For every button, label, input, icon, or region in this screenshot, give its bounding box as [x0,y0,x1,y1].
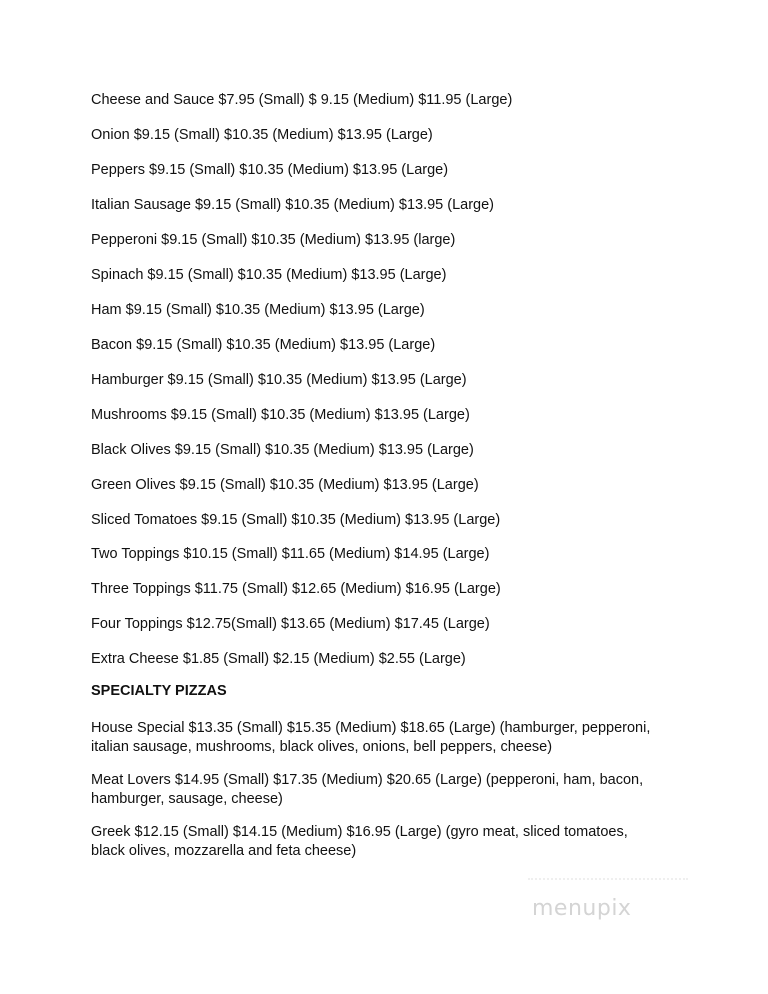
menu-item-spinach: Spinach $9.15 (Small) $10.35 (Medium) $13.95 (Large) [91,267,447,283]
menu-item-onion: Onion $9.15 (Small) $10.35 (Medium) $13.95 (Large) [91,127,433,143]
menu-item-two-toppings: Two Toppings $10.15 (Small) $11.65 (Medium) $14.95 (Large) [91,546,490,562]
menu-item-pepperoni: Pepperoni $9.15 (Small) $10.35 (Medium) $13.95 (large) [91,232,456,248]
specialty-item-meat-lovers [91,771,711,809]
specialty-item-line: House Special $13.35 (Small) $15.35 (Medium) $18.65 (Large) (hamburger, pepperoni, [91,720,651,736]
specialty-item-line: hamburger, sausage, cheese) [91,791,283,807]
menu-item-sliced-tomatoes: Sliced Tomatoes $9.15 (Small) $10.35 (Medium) $13.95 (Large) [91,512,501,528]
specialty-item-greek [91,823,711,861]
menu-item-three-toppings: Three Toppings $11.75 (Small) $12.65 (Medium) $16.95 (Large) [91,581,501,597]
specialty-item-line: black olives, mozzarella and feta cheese) [91,843,357,859]
menu-item-italian-sausage: Italian Sausage $9.15 (Small) $10.35 (Medium) $13.95 (Large) [91,197,495,213]
menu-item-mushrooms: Mushrooms $9.15 (Small) $10.35 (Medium) $13.95 (Large) [91,407,470,423]
menu-item-ham: Ham $9.15 (Small) $10.35 (Medium) $13.95 (Large) [91,302,425,318]
menu-item-extra-cheese: Extra Cheese $1.85 (Small) $2.15 (Medium) $2.55 (Large) [91,651,466,667]
menu-item-four-toppings: Four Toppings $12.75(Small) $13.65 (Medium) $17.45 (Large) [91,616,490,632]
menu-item-hamburger: Hamburger $9.15 (Small) $10.35 (Medium) $13.95 (Large) [91,372,467,388]
watermark-decoration [528,878,688,888]
menupix-watermark: menupix [532,896,632,921]
specialty-item-line: Greek $12.15 (Small) $14.15 (Medium) $16.95 (Large) (gyro meat, sliced tomatoes, [91,824,628,840]
menu-item-black-olives: Black Olives $9.15 (Small) $10.35 (Medium) $13.95 (Large) [91,442,474,458]
menu-item-cheese-and-sauce: Cheese and Sauce $7.95 (Small) $ 9.15 (Medium) $11.95 (Large) [91,92,513,108]
menu-item-green-olives: Green Olives $9.15 (Small) $10.35 (Medium) $13.95 (Large) [91,477,479,493]
specialty-pizzas-heading: SPECIALTY PIZZAS [91,683,227,699]
specialty-item-line: Meat Lovers $14.95 (Small) $17.35 (Medium) $20.65 (Large) (pepperoni, ham, bacon, [91,772,644,788]
menu-item-bacon: Bacon $9.15 (Small) $10.35 (Medium) $13.95 (Large) [91,337,436,353]
menu-item-peppers: Peppers $9.15 (Small) $10.35 (Medium) $13.95 (Large) [91,162,449,178]
specialty-item-house-special [91,719,711,757]
specialty-item-line: italian sausage, mushrooms, black olives, onions, bell peppers, cheese) [91,739,553,755]
